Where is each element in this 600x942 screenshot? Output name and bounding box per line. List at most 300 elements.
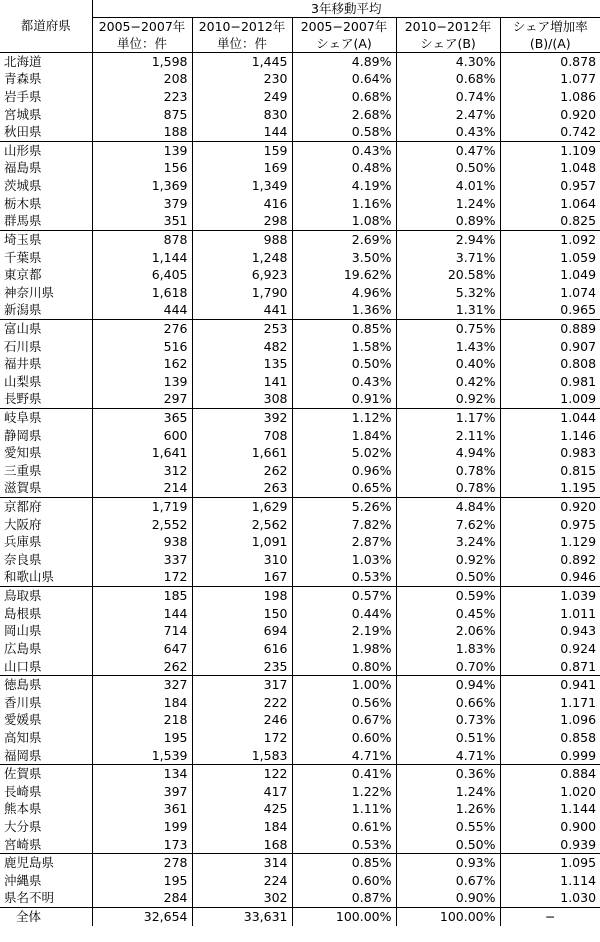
count-2010-2012: 235	[192, 658, 292, 676]
count-2010-2012: 694	[192, 623, 292, 641]
share-b: 0.45%	[396, 605, 500, 623]
header-col2-line2: 単位：件	[192, 35, 292, 53]
header-col3-line1: 2005−2007年	[292, 18, 396, 36]
share-b: 0.67%	[396, 872, 500, 890]
share-a: 0.68%	[292, 88, 396, 106]
count-2005-2007: 1,598	[92, 53, 192, 71]
share-ratio: 0.900	[560, 819, 597, 834]
count-2010-2012: 184	[192, 818, 292, 836]
prefecture-name: 鹿児島県	[0, 854, 92, 872]
share-a: 1.84%	[292, 427, 396, 445]
count-2010-2012: 263	[192, 480, 292, 498]
count-2005-2007: 156	[92, 160, 192, 178]
table-row	[0, 676, 600, 694]
table-row	[0, 106, 600, 124]
share-b: 0.68%	[396, 71, 500, 89]
table-row	[0, 623, 600, 641]
count-2005-2007: 172	[92, 569, 192, 587]
prefecture-name: 新潟県	[0, 302, 92, 320]
count-2005-2007: 1,719	[92, 498, 192, 516]
count-2010-2012: 392	[192, 409, 292, 427]
table-row	[0, 516, 600, 534]
table-row	[0, 320, 600, 338]
count-2005-2007: 134	[92, 765, 192, 783]
share-b: 0.50%	[396, 569, 500, 587]
count-2005-2007: 365	[92, 409, 192, 427]
share-ratio: 1.044	[560, 409, 597, 425]
count-2010-2012: 150	[192, 605, 292, 623]
share-a: 0.56%	[292, 694, 396, 712]
share-ratio: 1.059	[560, 249, 597, 265]
share-b: 0.50%	[396, 836, 500, 854]
table-row	[0, 409, 600, 427]
share-a: 0.58%	[292, 123, 396, 141]
share-a: 0.87%	[292, 890, 396, 908]
share-ratio: 1.030	[560, 890, 597, 906]
count-2005-2007: 208	[92, 71, 192, 89]
prefecture-name: 群馬県	[0, 212, 92, 230]
share-ratio: 0.871	[500, 658, 600, 676]
share-a: 7.82%	[292, 516, 396, 534]
share-b: 0.40%	[396, 355, 500, 373]
count-2010-2012: 167	[192, 569, 292, 587]
table-row	[0, 480, 600, 498]
count-2005-2007: 195	[92, 729, 192, 747]
share-ratio: 0.878	[560, 53, 597, 69]
share-ratio: 1.020	[560, 783, 597, 799]
count-2005-2007: 361	[92, 801, 192, 819]
share-a: 1.11%	[292, 801, 396, 819]
share-a: 4.89%	[292, 53, 396, 71]
header-prefecture: 都道府県	[0, 0, 92, 53]
share-b: 4.01%	[396, 177, 500, 195]
prefecture-name: 佐賀県	[0, 765, 92, 783]
share-b: 1.26%	[396, 801, 500, 819]
share-ratio: 1.144	[560, 801, 597, 817]
total-label: 全体	[0, 908, 92, 926]
prefecture-name: 島根県	[0, 605, 92, 623]
count-2010-2012: 1,091	[192, 533, 292, 551]
count-2010-2012: 1,583	[192, 747, 292, 765]
count-2005-2007: 714	[92, 623, 192, 641]
table-row	[0, 123, 600, 141]
share-ratio: 1.095	[560, 855, 597, 871]
prefecture-name: 秋田県	[0, 123, 92, 141]
share-b: 0.55%	[396, 818, 500, 836]
share-ratio: 1.114	[560, 872, 597, 888]
table-row	[0, 302, 600, 320]
count-2010-2012: 1,445	[192, 53, 292, 71]
prefecture-name: 岩手県	[0, 88, 92, 106]
share-ratio: 1.171	[560, 694, 597, 710]
share-b: 0.78%	[396, 480, 500, 498]
count-2010-2012: 1,790	[192, 284, 292, 302]
share-ratio: 1.048	[560, 160, 597, 176]
table-row	[0, 338, 600, 356]
share-a: 0.50%	[292, 355, 396, 373]
prefecture-name: 埼玉県	[0, 231, 92, 249]
total-row	[0, 908, 600, 926]
count-2005-2007: 312	[92, 462, 192, 480]
table-row	[0, 427, 600, 445]
table-row	[0, 212, 600, 230]
header-col5-line2: (B)/(A)	[500, 35, 600, 53]
share-a: 0.44%	[292, 605, 396, 623]
share-b: 0.36%	[396, 765, 500, 783]
count-2005-2007: 397	[92, 783, 192, 801]
share-a: 1.22%	[292, 783, 396, 801]
count-2010-2012: 830	[192, 106, 292, 124]
share-ratio: 0.907	[560, 338, 597, 354]
count-2010-2012: 144	[192, 123, 292, 141]
count-2010-2012: 222	[192, 694, 292, 712]
share-a: 0.57%	[292, 587, 396, 605]
total-share-a: 100.00%	[292, 908, 396, 926]
table-row	[0, 53, 600, 71]
prefecture-name: 宮崎県	[0, 836, 92, 854]
header-col5-line1: シェア増加率	[512, 18, 588, 34]
table-row	[0, 533, 600, 551]
share-b: 7.62%	[396, 516, 500, 534]
header-moving-average: 3年移動平均	[92, 0, 600, 18]
prefecture-name: 広島県	[0, 640, 92, 658]
share-a: 1.03%	[292, 551, 396, 569]
count-2005-2007: 144	[92, 605, 192, 623]
prefecture-name: 鳥取県	[0, 587, 92, 605]
prefecture-name: 北海道	[0, 53, 92, 71]
count-2010-2012: 988	[192, 231, 292, 249]
prefecture-name: 栃木県	[0, 195, 92, 213]
count-2010-2012: 425	[192, 801, 292, 819]
prefecture-name: 県名不明	[0, 890, 92, 908]
count-2005-2007: 1,539	[92, 747, 192, 765]
share-ratio: 0.943	[560, 623, 597, 639]
count-2005-2007: 184	[92, 694, 192, 712]
count-2005-2007: 214	[92, 480, 192, 498]
share-a: 0.61%	[292, 818, 396, 836]
share-a: 1.98%	[292, 640, 396, 658]
count-2010-2012: 616	[192, 640, 292, 658]
table-row	[0, 658, 600, 676]
share-b: 0.70%	[396, 658, 500, 676]
prefecture-name: 大分県	[0, 818, 92, 836]
count-2005-2007: 173	[92, 836, 192, 854]
count-2010-2012: 1,661	[192, 444, 292, 462]
prefecture-name: 沖縄県	[0, 872, 92, 890]
share-a: 0.53%	[292, 569, 396, 587]
share-b: 0.66%	[396, 694, 500, 712]
share-a: 0.91%	[292, 391, 396, 409]
count-2005-2007: 162	[92, 355, 192, 373]
share-ratio: 1.146	[560, 427, 597, 443]
count-2010-2012: 230	[192, 71, 292, 89]
prefecture-name: 長崎県	[0, 783, 92, 801]
prefecture-name: 京都府	[0, 498, 92, 516]
share-ratio: 0.939	[500, 836, 600, 854]
table-row	[0, 694, 600, 712]
share-ratio: 1.074	[560, 284, 597, 300]
table-row	[0, 640, 600, 658]
header-col3-line2: シェア(A)	[292, 35, 396, 53]
share-a: 1.00%	[292, 676, 396, 694]
share-a: 0.53%	[292, 836, 396, 854]
share-ratio: 1.049	[560, 267, 597, 283]
share-b: 1.83%	[396, 640, 500, 658]
share-a: 2.87%	[292, 533, 396, 551]
share-ratio: 0.884	[560, 766, 597, 782]
count-2010-2012: 6,923	[192, 266, 292, 284]
share-b: 0.92%	[396, 391, 500, 409]
prefecture-name: 兵庫県	[0, 533, 92, 551]
count-2010-2012: 416	[192, 195, 292, 213]
share-ratio: 1.039	[560, 588, 597, 604]
count-2005-2007: 185	[92, 587, 192, 605]
count-2005-2007: 379	[92, 195, 192, 213]
prefecture-name: 奈良県	[0, 551, 92, 569]
count-2005-2007: 218	[92, 712, 192, 730]
prefecture-name: 茨城県	[0, 177, 92, 195]
count-2005-2007: 195	[92, 872, 192, 890]
table-row	[0, 177, 600, 195]
share-ratio: 0.892	[560, 551, 597, 567]
count-2010-2012: 159	[192, 142, 292, 160]
table-row	[0, 266, 600, 284]
count-2010-2012: 314	[192, 854, 292, 872]
share-a: 0.64%	[292, 71, 396, 89]
share-ratio: 0.965	[500, 302, 600, 320]
share-b: 1.24%	[396, 783, 500, 801]
share-a: 2.68%	[292, 106, 396, 124]
share-ratio: 0.924	[560, 640, 597, 656]
count-2010-2012: 122	[192, 765, 292, 783]
share-b: 2.11%	[396, 427, 500, 445]
table-row	[0, 747, 600, 765]
count-2010-2012: 310	[192, 551, 292, 569]
count-2005-2007: 516	[92, 338, 192, 356]
count-2005-2007: 276	[92, 320, 192, 338]
share-a: 0.43%	[292, 373, 396, 391]
table-row	[0, 249, 600, 267]
share-a: 0.96%	[292, 462, 396, 480]
share-a: 19.62%	[292, 266, 396, 284]
count-2010-2012: 441	[192, 302, 292, 320]
table-row	[0, 195, 600, 213]
count-2010-2012: 262	[192, 462, 292, 480]
count-2005-2007: 444	[92, 302, 192, 320]
share-a: 0.41%	[292, 765, 396, 783]
count-2005-2007: 1,641	[92, 444, 192, 462]
table-row	[0, 569, 600, 587]
prefecture-name: 長野県	[0, 391, 92, 409]
share-b: 4.84%	[396, 498, 500, 516]
share-ratio: 0.975	[560, 516, 597, 532]
share-b: 0.92%	[396, 551, 500, 569]
share-a: 1.58%	[292, 338, 396, 356]
share-b: 0.50%	[396, 160, 500, 178]
count-2005-2007: 1,618	[92, 284, 192, 302]
count-2010-2012: 302	[192, 890, 292, 908]
share-b: 0.78%	[396, 462, 500, 480]
share-a: 4.19%	[292, 177, 396, 195]
prefecture-name: 神奈川県	[0, 284, 92, 302]
share-a: 0.67%	[292, 712, 396, 730]
header-col4-line2: シェア(B)	[396, 35, 500, 53]
count-2010-2012: 169	[192, 160, 292, 178]
share-a: 4.71%	[292, 747, 396, 765]
count-2010-2012: 1,248	[192, 249, 292, 267]
count-2005-2007: 199	[92, 818, 192, 836]
share-ratio: 0.946	[500, 569, 600, 587]
share-b: 4.94%	[396, 444, 500, 462]
share-ratio: 1.195	[500, 480, 600, 498]
share-a: 0.48%	[292, 160, 396, 178]
count-2010-2012: 298	[192, 212, 292, 230]
share-b: 0.73%	[396, 712, 500, 730]
prefecture-name: 大阪府	[0, 516, 92, 534]
count-2010-2012: 141	[192, 373, 292, 391]
table-row	[0, 444, 600, 462]
prefecture-name: 香川県	[0, 694, 92, 712]
header-col1-line2: 単位：件	[92, 35, 192, 53]
share-ratio: 0.742	[500, 123, 600, 141]
count-2005-2007: 139	[92, 142, 192, 160]
prefecture-name: 福島県	[0, 160, 92, 178]
share-ratio: 1.077	[560, 71, 597, 87]
share-b: 2.06%	[396, 623, 500, 641]
table-footer	[0, 908, 600, 926]
prefecture-name: 和歌山県	[0, 569, 92, 587]
table-header	[0, 0, 600, 53]
count-2005-2007: 878	[92, 231, 192, 249]
prefecture-name: 岐阜県	[0, 409, 92, 427]
table-row	[0, 88, 600, 106]
prefecture-name: 徳島県	[0, 676, 92, 694]
table-row	[0, 373, 600, 391]
share-a: 5.02%	[292, 444, 396, 462]
share-b: 1.31%	[396, 302, 500, 320]
prefecture-name: 宮城県	[0, 106, 92, 124]
table-row	[0, 854, 600, 872]
share-ratio: 1.109	[560, 142, 597, 158]
table-row	[0, 231, 600, 249]
table-row	[0, 890, 600, 908]
share-a: 0.65%	[292, 480, 396, 498]
count-2010-2012: 2,562	[192, 516, 292, 534]
share-ratio: 1.086	[560, 89, 597, 105]
share-b: 0.89%	[396, 212, 500, 230]
share-a: 2.69%	[292, 231, 396, 249]
table-row	[0, 498, 600, 516]
share-ratio: 0.920	[560, 499, 597, 515]
share-b: 0.75%	[396, 320, 500, 338]
count-2005-2007: 1,369	[92, 177, 192, 195]
count-2010-2012: 317	[192, 676, 292, 694]
table-row	[0, 587, 600, 605]
total-share-ratio: −	[500, 908, 600, 926]
share-ratio: 1.064	[560, 195, 597, 211]
share-ratio: 0.983	[560, 445, 597, 461]
table-row	[0, 71, 600, 89]
total-count-2005-2007: 32,654	[92, 908, 192, 926]
share-b: 0.42%	[396, 373, 500, 391]
prefecture-name: 山形県	[0, 142, 92, 160]
share-ratio: 0.858	[560, 729, 597, 745]
count-2005-2007: 875	[92, 106, 192, 124]
total-share-b: 100.00%	[396, 908, 500, 926]
count-2005-2007: 262	[92, 658, 192, 676]
prefecture-name: 愛知県	[0, 444, 92, 462]
share-b: 3.24%	[396, 533, 500, 551]
count-2005-2007: 297	[92, 391, 192, 409]
share-b: 20.58%	[396, 266, 500, 284]
share-b: 5.32%	[396, 284, 500, 302]
table-row	[0, 818, 600, 836]
prefecture-name: 山梨県	[0, 373, 92, 391]
prefecture-name: 富山県	[0, 320, 92, 338]
prefecture-name: 滋賀県	[0, 480, 92, 498]
count-2010-2012: 168	[192, 836, 292, 854]
share-ratio: 1.129	[560, 534, 597, 550]
share-a: 1.12%	[292, 409, 396, 427]
count-2005-2007: 284	[92, 890, 192, 908]
table-row	[0, 284, 600, 302]
count-2005-2007: 1,144	[92, 249, 192, 267]
count-2005-2007: 188	[92, 123, 192, 141]
share-b: 3.71%	[396, 249, 500, 267]
prefecture-name: 高知県	[0, 729, 92, 747]
share-ratio: 0.825	[500, 212, 600, 230]
total-count-2010-2012: 33,631	[192, 908, 292, 926]
share-b: 1.43%	[396, 338, 500, 356]
share-b: 0.93%	[396, 854, 500, 872]
share-b: 0.74%	[396, 88, 500, 106]
share-b: 4.30%	[396, 53, 500, 71]
count-2005-2007: 600	[92, 427, 192, 445]
header-col1-line1: 2005−2007年	[92, 18, 192, 36]
table-row	[0, 160, 600, 178]
table-row	[0, 836, 600, 854]
count-2005-2007: 938	[92, 533, 192, 551]
count-2010-2012: 224	[192, 872, 292, 890]
share-a: 4.96%	[292, 284, 396, 302]
share-ratio: 0.808	[560, 356, 597, 372]
share-a: 2.19%	[292, 623, 396, 641]
count-2005-2007: 337	[92, 551, 192, 569]
share-a: 1.08%	[292, 212, 396, 230]
prefecture-name: 青森県	[0, 71, 92, 89]
share-b: 0.51%	[396, 729, 500, 747]
table-row	[0, 355, 600, 373]
count-2005-2007: 6,405	[92, 266, 192, 284]
share-b: 0.59%	[396, 587, 500, 605]
share-ratio: 0.815	[560, 462, 597, 478]
share-a: 0.85%	[292, 320, 396, 338]
share-ratio: 0.941	[560, 677, 597, 693]
count-2010-2012: 135	[192, 355, 292, 373]
count-2010-2012: 249	[192, 88, 292, 106]
share-b: 1.17%	[396, 409, 500, 427]
count-2010-2012: 708	[192, 427, 292, 445]
count-2005-2007: 223	[92, 88, 192, 106]
share-ratio: 0.999	[500, 747, 600, 765]
prefecture-name: 愛媛県	[0, 712, 92, 730]
share-ratio: 1.009	[500, 391, 600, 409]
share-ratio: 0.957	[560, 178, 597, 194]
share-b: 2.47%	[396, 106, 500, 124]
share-a: 1.16%	[292, 195, 396, 213]
table-row	[0, 462, 600, 480]
share-a: 3.50%	[292, 249, 396, 267]
